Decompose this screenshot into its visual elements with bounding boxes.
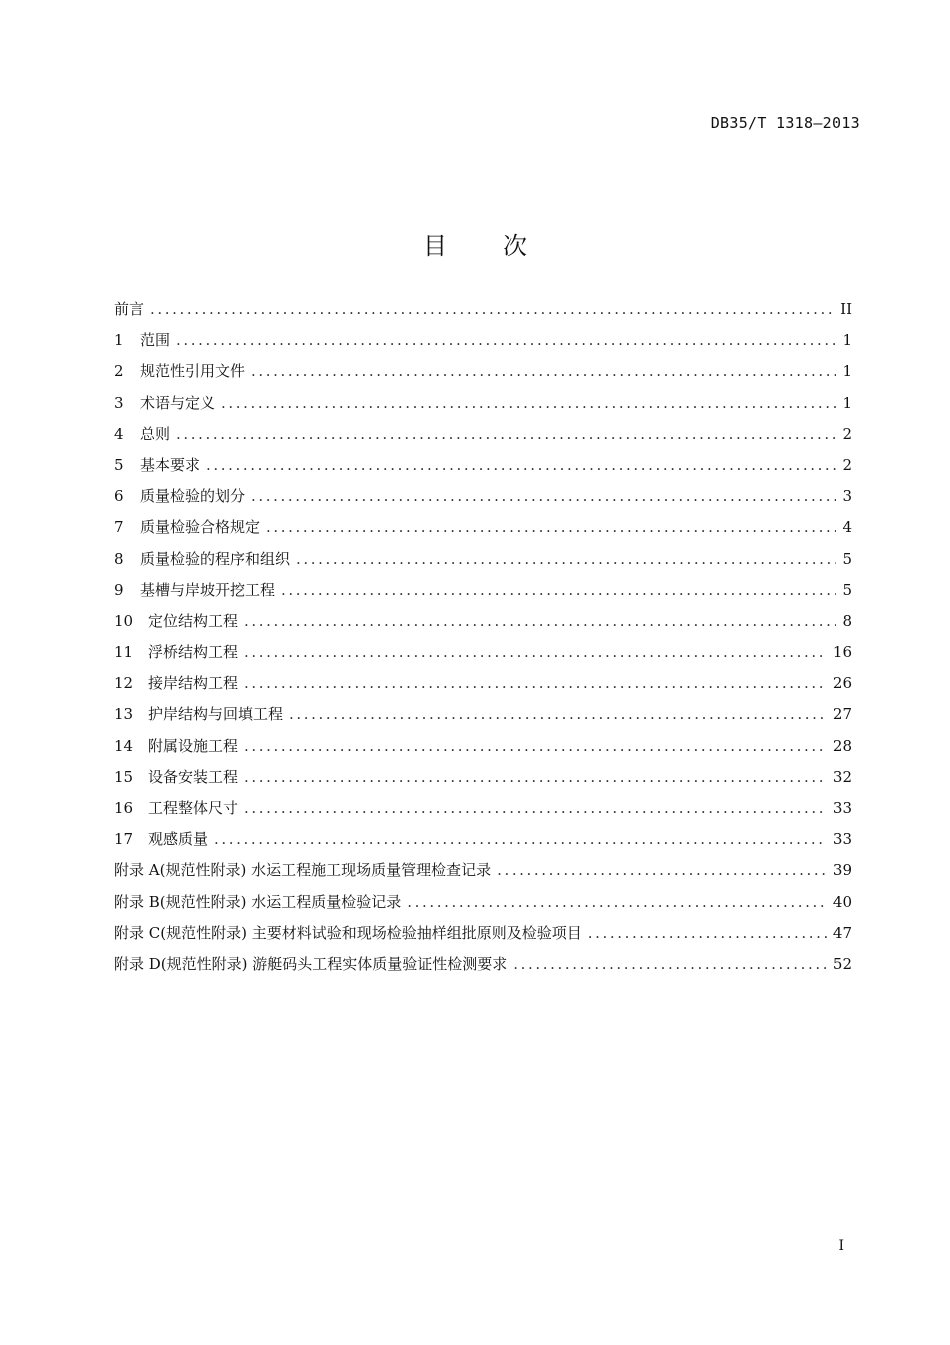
toc-entry-page: II: [840, 300, 852, 318]
toc-entry[interactable]: [114, 454, 852, 485]
toc-dot-leader: [407, 893, 827, 911]
toc-entry-label: 质量检验的划分: [140, 487, 246, 506]
toc-entry-page: 47: [832, 923, 852, 942]
toc-dot-leader: [244, 799, 827, 817]
toc-entry-page: 39: [832, 861, 852, 880]
toc-dot-leader: [296, 550, 836, 568]
toc-entry[interactable]: [114, 891, 852, 922]
toc-entry-page: 27: [832, 705, 852, 724]
toc-entry-label: 浮桥结构工程: [148, 643, 239, 662]
document-code: DB35/T 1318—2013: [710, 114, 860, 132]
toc-entry-page: 1: [842, 362, 852, 381]
toc-entry-page: 8: [842, 611, 852, 630]
toc-entry-number: 13: [114, 705, 134, 724]
toc-entry-number: 4: [114, 424, 124, 443]
toc-dot-leader: [244, 674, 827, 692]
toc-entry[interactable]: [114, 828, 852, 859]
toc-entry-page: 52: [832, 954, 852, 973]
toc-entry-page: 16: [832, 643, 852, 662]
toc-entry-label: 术语与定义: [140, 393, 216, 412]
toc-entry-label: 定位结构工程: [148, 611, 239, 630]
toc-entry-label: 总则: [140, 424, 171, 443]
toc-entry-label: 工程整体尺寸: [148, 799, 239, 817]
toc-entry-label: 质量检验合格规定: [140, 518, 261, 537]
toc-entry-number: 10: [114, 611, 134, 630]
toc-entry-label: 附录 D(规范性附录) 游艇码头工程实体质量验证性检测要求: [114, 954, 508, 973]
toc-entry[interactable]: [114, 797, 852, 828]
toc-entry[interactable]: [114, 392, 852, 423]
toc-dot-leader: [244, 643, 827, 661]
toc-entry-label: 接岸结构工程: [148, 674, 239, 693]
toc-entry-page: 40: [832, 892, 852, 911]
toc-dot-leader: [266, 518, 836, 536]
toc-entry[interactable]: [114, 672, 852, 703]
toc-dot-leader: [281, 581, 836, 599]
toc-entry-number: 14: [114, 736, 134, 755]
toc-entry[interactable]: [114, 610, 852, 641]
toc-entry-page: 3: [842, 487, 852, 506]
toc-dot-leader: [176, 331, 836, 349]
toc-entry-label: 观感质量: [148, 830, 209, 849]
toc-entry[interactable]: [114, 360, 852, 391]
toc-entry-page: 5: [842, 549, 852, 568]
toc-entry[interactable]: [114, 329, 852, 360]
toc-entry[interactable]: [114, 579, 852, 610]
toc-entry-page: 5: [842, 580, 852, 599]
toc-entry[interactable]: [114, 766, 852, 797]
toc-entry-page: 2: [842, 424, 852, 443]
toc-title-char-2: 次: [503, 232, 527, 260]
toc-entry[interactable]: [114, 423, 852, 454]
toc-dot-leader: [244, 737, 827, 755]
toc-title: [0, 226, 950, 261]
toc-dot-leader: [497, 861, 827, 879]
toc-entry[interactable]: [114, 735, 852, 766]
toc-entry-label: 前言: [114, 300, 145, 318]
toc-entry-label: 护岸结构与回填工程: [148, 705, 284, 724]
toc-dot-leader: [221, 394, 836, 412]
toc-entry[interactable]: [114, 859, 852, 890]
toc-entry-page: 1: [842, 331, 852, 350]
toc-entry-page: 4: [842, 518, 852, 537]
toc-entry-page: 26: [832, 674, 852, 693]
toc-dot-leader: [588, 924, 827, 942]
toc-dot-leader: [244, 612, 836, 630]
toc-entry-label: 设备安装工程: [148, 767, 239, 786]
toc-entry-label: 规范性引用文件: [140, 362, 246, 381]
toc-entry[interactable]: [114, 953, 852, 984]
toc-dot-leader: [244, 768, 827, 786]
toc-entry-label: 范围: [140, 331, 171, 350]
toc-entry-label: 附录 B(规范性附录) 水运工程质量检验记录: [114, 892, 402, 911]
toc-dot-leader: [150, 300, 834, 318]
toc-entry-number: 2: [114, 362, 124, 381]
toc-entry-number: 16: [114, 799, 134, 817]
toc-entry-number: 7: [114, 518, 124, 537]
toc-entry-number: 17: [114, 830, 134, 849]
toc-dot-leader: [206, 456, 836, 474]
toc-dot-leader: [214, 830, 827, 848]
toc-entry[interactable]: [114, 703, 852, 734]
toc-entry[interactable]: [114, 485, 852, 516]
page-number: I: [838, 1238, 844, 1254]
toc-entry[interactable]: [114, 548, 852, 579]
toc-entry-number: 9: [114, 580, 124, 599]
toc-entry-page: 1: [842, 393, 852, 412]
toc-dot-leader: [251, 362, 836, 380]
toc-entry-number: 12: [114, 674, 134, 693]
toc-entry-number: 5: [114, 455, 124, 474]
toc-dot-leader: [176, 425, 836, 443]
toc-entry[interactable]: [114, 922, 852, 953]
toc-entry-label: 附属设施工程: [148, 736, 239, 755]
toc-entry[interactable]: [114, 641, 852, 672]
toc-entry[interactable]: [114, 516, 852, 547]
toc-entry-page: 2: [842, 455, 852, 474]
toc-entry-page: 33: [832, 830, 852, 849]
toc-entry-number: 8: [114, 549, 124, 568]
toc-entry-number: 3: [114, 393, 124, 412]
table-of-contents: [114, 298, 852, 984]
toc-entry-number: 15: [114, 767, 134, 786]
toc-entry[interactable]: [114, 298, 852, 329]
toc-entry-label: 基槽与岸坡开挖工程: [140, 580, 276, 599]
toc-entry-page: 33: [832, 799, 852, 817]
toc-entry-number: 11: [114, 643, 134, 662]
toc-entry-page: 32: [832, 767, 852, 786]
toc-entry-label: 基本要求: [140, 455, 201, 474]
toc-dot-leader: [251, 487, 836, 505]
toc-entry-number: 1: [114, 331, 124, 350]
toc-entry-label: 质量检验的程序和组织: [140, 549, 291, 568]
toc-entry-label: 附录 A(规范性附录) 水运工程施工现场质量管理检查记录: [114, 861, 492, 880]
toc-dot-leader: [289, 705, 827, 723]
toc-entry-page: 28: [832, 736, 852, 755]
toc-entry-number: 6: [114, 487, 124, 506]
toc-entry-label: 附录 C(规范性附录) 主要材料试验和现场检验抽样组批原则及检验项目: [114, 923, 582, 942]
toc-title-char-1: 目: [423, 232, 447, 260]
toc-dot-leader: [513, 955, 827, 973]
